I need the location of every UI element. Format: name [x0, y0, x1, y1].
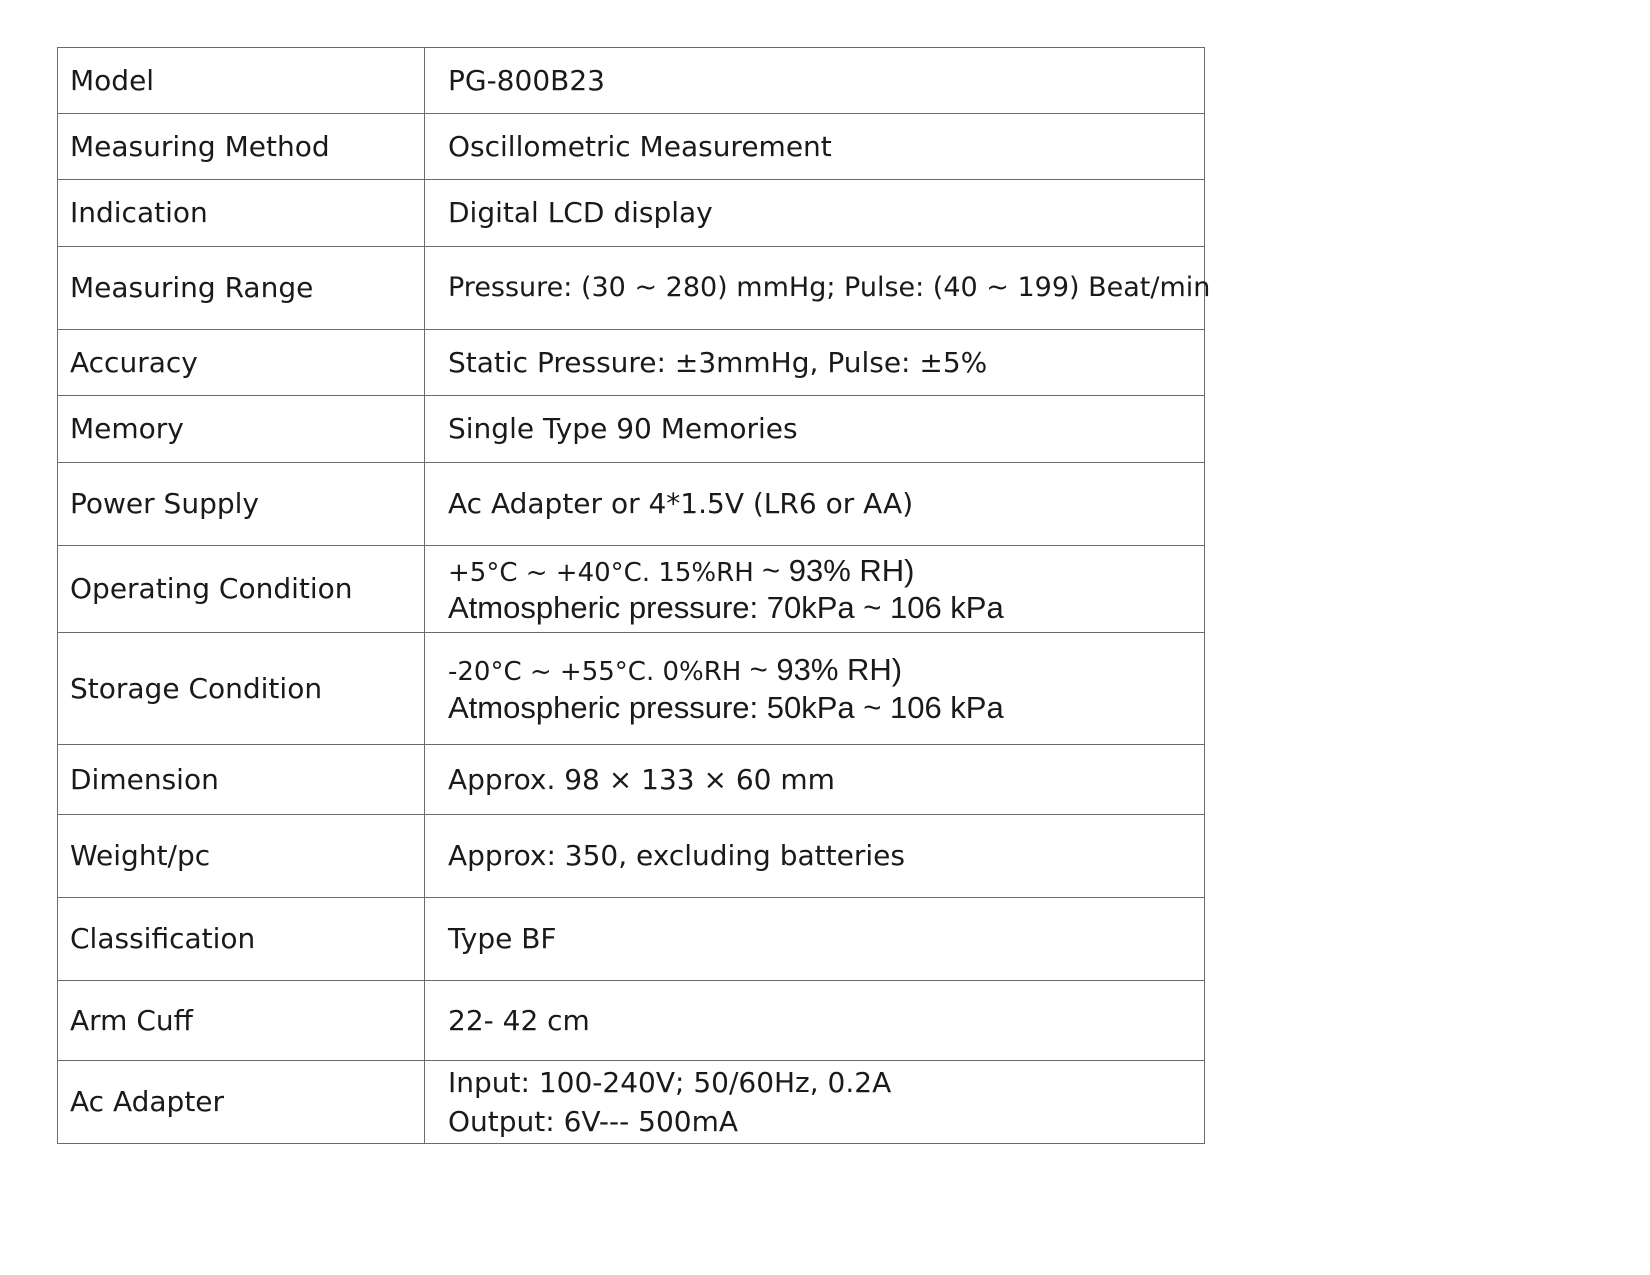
- table-row: [58, 48, 1205, 114]
- row-value-measuring-method: Oscillometric Measurement: [425, 114, 1205, 180]
- table-row: [58, 330, 1205, 396]
- row-label-memory: Memory: [58, 396, 425, 463]
- table-row: [58, 815, 1205, 898]
- storage-condition-line-1: -20°C ~ +55°C. 0%RH ~ 93% RH): [448, 652, 903, 688]
- ac-adapter-input: Input: 100-240V; 50/60Hz, 0.2A: [448, 1065, 892, 1099]
- table-row: [58, 981, 1205, 1061]
- row-label-arm-cuff: Arm Cuff: [58, 981, 425, 1061]
- row-label-power-supply: Power Supply: [58, 463, 425, 546]
- row-label-classification: Classification: [58, 898, 425, 981]
- row-value-weight: Approx: 350, excluding batteries: [425, 815, 1205, 898]
- row-label-weight: Weight/pc: [58, 815, 425, 898]
- row-value-power-supply: Ac Adapter or 4*1.5V (LR6 or AA): [425, 463, 1205, 546]
- row-value-indication: Digital LCD display: [425, 180, 1205, 247]
- row-label-indication: Indication: [58, 180, 425, 247]
- row-value-storage-condition: [425, 633, 1205, 745]
- row-value-accuracy: Static Pressure: ±3mmHg, Pulse: ±5%: [425, 330, 1205, 396]
- row-value-measuring-range: Pressure: (30 ~ 280) mmHg; Pulse: (40 ~ 199) Beat/min: [425, 247, 1205, 330]
- row-label-measuring-method: Measuring Method: [58, 114, 425, 180]
- row-value-memory: Single Type 90 Memories: [425, 396, 1205, 463]
- spec-table: [57, 47, 1211, 1144]
- table-row: [58, 745, 1205, 815]
- row-value-arm-cuff: 22- 42 cm: [425, 981, 1205, 1061]
- row-label-dimension: Dimension: [58, 745, 425, 815]
- table-row: [58, 180, 1205, 247]
- table-row: [58, 463, 1205, 546]
- row-label-measuring-range: Measuring Range: [58, 247, 425, 330]
- row-value-dimension: Approx. 98 × 133 × 60 mm: [425, 745, 1205, 815]
- operating-condition-line-2: Atmospheric pressure: 70kPa ~ 106 kPa: [448, 590, 1004, 625]
- table-row: [58, 396, 1205, 463]
- storage-condition-line-2: Atmospheric pressure: 50kPa ~ 106 kPa: [448, 689, 1004, 725]
- table-row: [58, 114, 1205, 180]
- table-row: [58, 633, 1205, 745]
- table-row: [58, 1061, 1205, 1144]
- table-row: [58, 247, 1205, 330]
- row-label-accuracy: Accuracy: [58, 330, 425, 396]
- ac-adapter-output: Output: 6V--- 500mA: [448, 1105, 739, 1138]
- operating-condition-line-1: +5°C ~ +40°C. 15%RH ~ 93% RH): [448, 552, 915, 588]
- row-label-ac-adapter: Ac Adapter: [58, 1061, 425, 1144]
- row-label-storage-condition: Storage Condition: [58, 633, 425, 745]
- row-label-operating-condition: Operating Condition: [58, 546, 425, 633]
- row-value-operating-condition: [425, 546, 1205, 633]
- table-row: [58, 898, 1205, 981]
- table-row: [58, 546, 1205, 633]
- row-label-model: Model: [58, 48, 425, 114]
- row-value-model: PG-800B23: [425, 48, 1205, 114]
- row-value-ac-adapter: [425, 1061, 1205, 1144]
- row-value-classification: Type BF: [425, 898, 1205, 981]
